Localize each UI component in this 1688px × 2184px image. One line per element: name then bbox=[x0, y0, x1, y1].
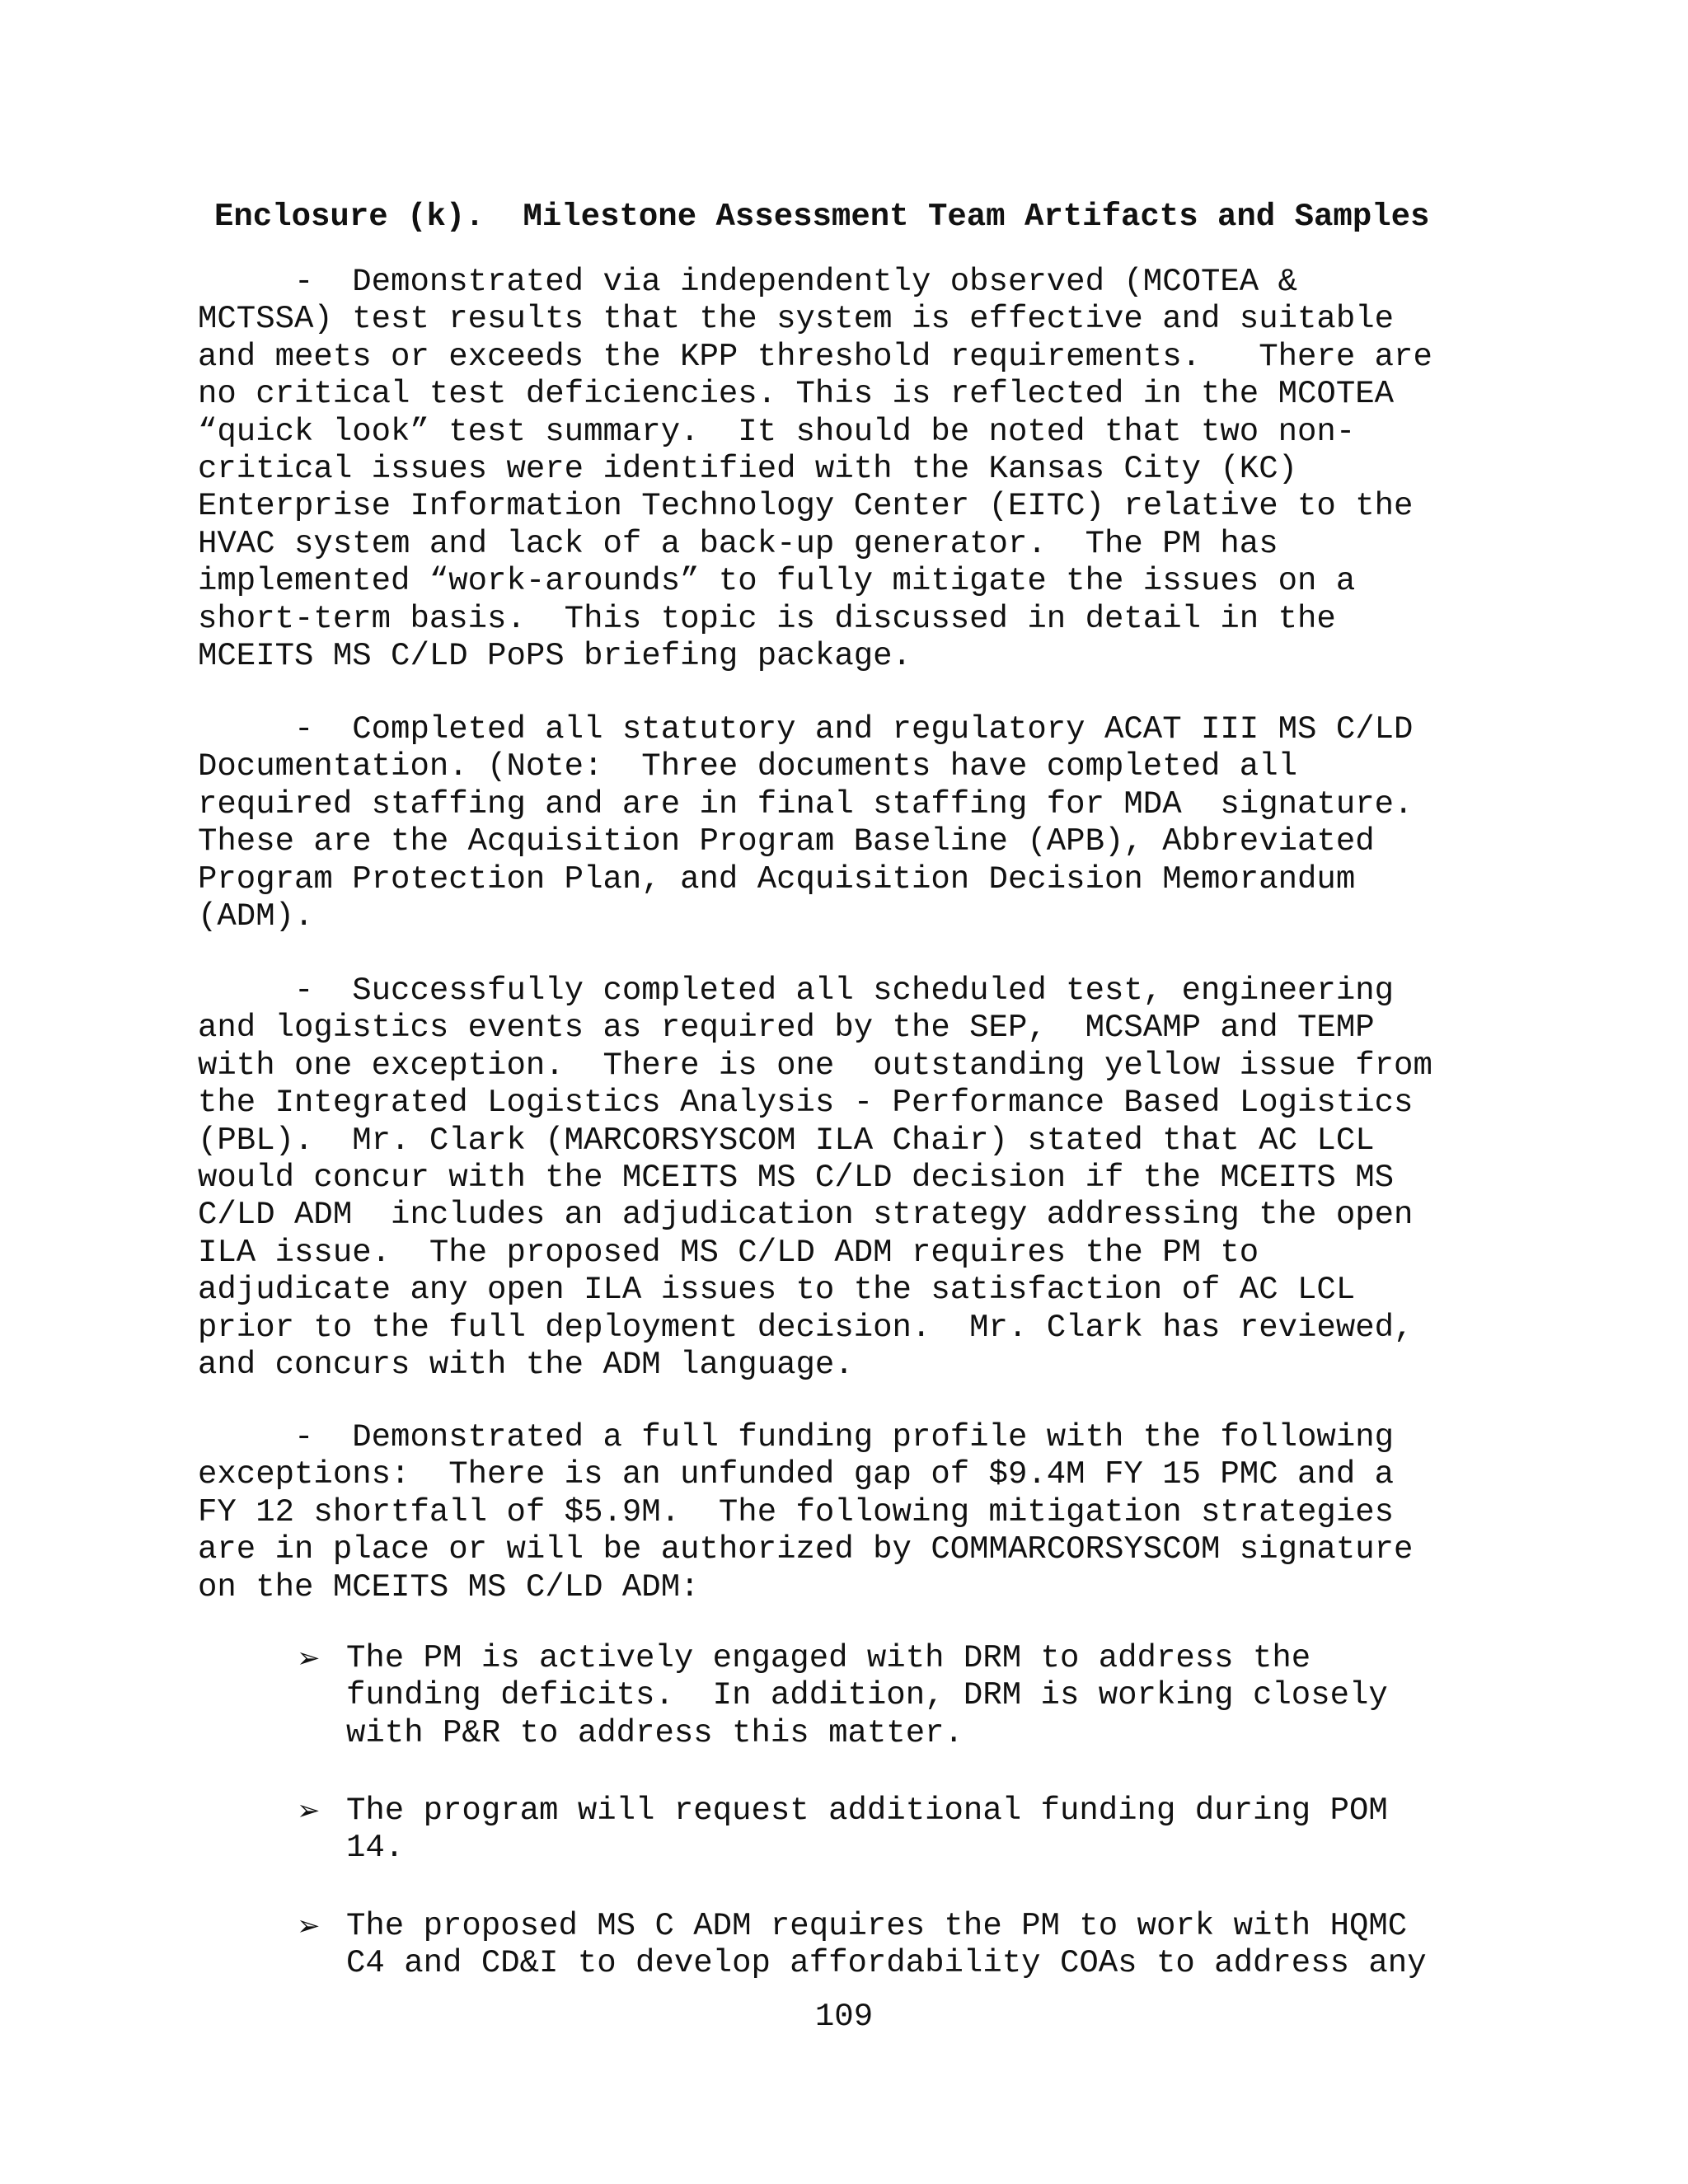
paragraph-funding-profile: - Demonstrated a full funding profile with the following exceptions: There is an unfunded gap of $9.4M FY 15 PMC and a FY 12 shortfall of $5.9M. The following mitigation strategies are in place or will be authorized by COMMARCORSYSCOM signature on the MCEITS MS C/LD ADM: bbox=[198, 1419, 1414, 1605]
bullet-text: The program will request additional funding during POM 14. bbox=[346, 1793, 1388, 1867]
bullet-text: The proposed MS C ADM requires the PM to work with HQMC C4 and CD&I to develop affordability COAs to address any bbox=[346, 1908, 1427, 1982]
paragraph-documentation: - Completed all statutory and regulatory ACAT III MS C/LD Documentation. (Note: Three documents have completed all required staffing and are in final staffing for MDA signature. These are the Acquisition Program Baseline (APB), Abbreviated Program Protection Plan, and Acquisition Decision Memorandum (ADM). bbox=[198, 711, 1414, 935]
arrow-bullet-icon: ➢ bbox=[297, 1794, 321, 1827]
page-number: 109 bbox=[814, 1999, 874, 2035]
arrow-bullet-icon: ➢ bbox=[297, 1642, 321, 1675]
bullet-text: The PM is actively engaged with DRM to address the funding deficits. In addition, DRM is working closely with P&R to address this matter. bbox=[346, 1640, 1388, 1751]
arrow-bullet-icon: ➢ bbox=[297, 1910, 321, 1943]
paragraph-test-results: - Demonstrated via independently observed (MCOTEA & MCTSSA) test results that the system is effective and suitable and meets or exceeds the KPP threshold requirements. There are no critical test deficiencies. This is reflected in the MCOTEA “quick look” test summary. It should be noted that two non- critical issues were identified with the Kansas City (KC) Enterprise Information Technology Center (EITC) relative to the HVAC system and lack of a back-up generator. The PM has implemented “work-arounds” to fully mitigate the issues on a short-term basis. This topic is discussed in detail in the MCEITS MS C/LD PoPS briefing package. bbox=[198, 264, 1432, 675]
enclosure-heading: Enclosure (k). Milestone Assessment Team Artifacts and Samples bbox=[214, 199, 1430, 235]
paragraph-logistics-events: - Successfully completed all scheduled test, engineering and logistics events as required by the SEP, MCSAMP and TEMP with one exception. There is one outstanding yellow issue from the Integrated Logistics Analysis - Performance Based Logistics (PBL). Mr. Clark (MARCORSYSCOM ILA Chair) stated that AC LCL would concur with the MCEITS MS C/LD decision if the MCEITS MS C/LD ADM includes an adjudication strategy addressing the open ILA issue. The proposed MS C/LD ADM requires the PM to adjudicate any open ILA issues to the satisfaction of AC LCL prior to the full deployment decision. Mr. Clark has reviewed, and concurs with the ADM language. bbox=[198, 972, 1432, 1384]
